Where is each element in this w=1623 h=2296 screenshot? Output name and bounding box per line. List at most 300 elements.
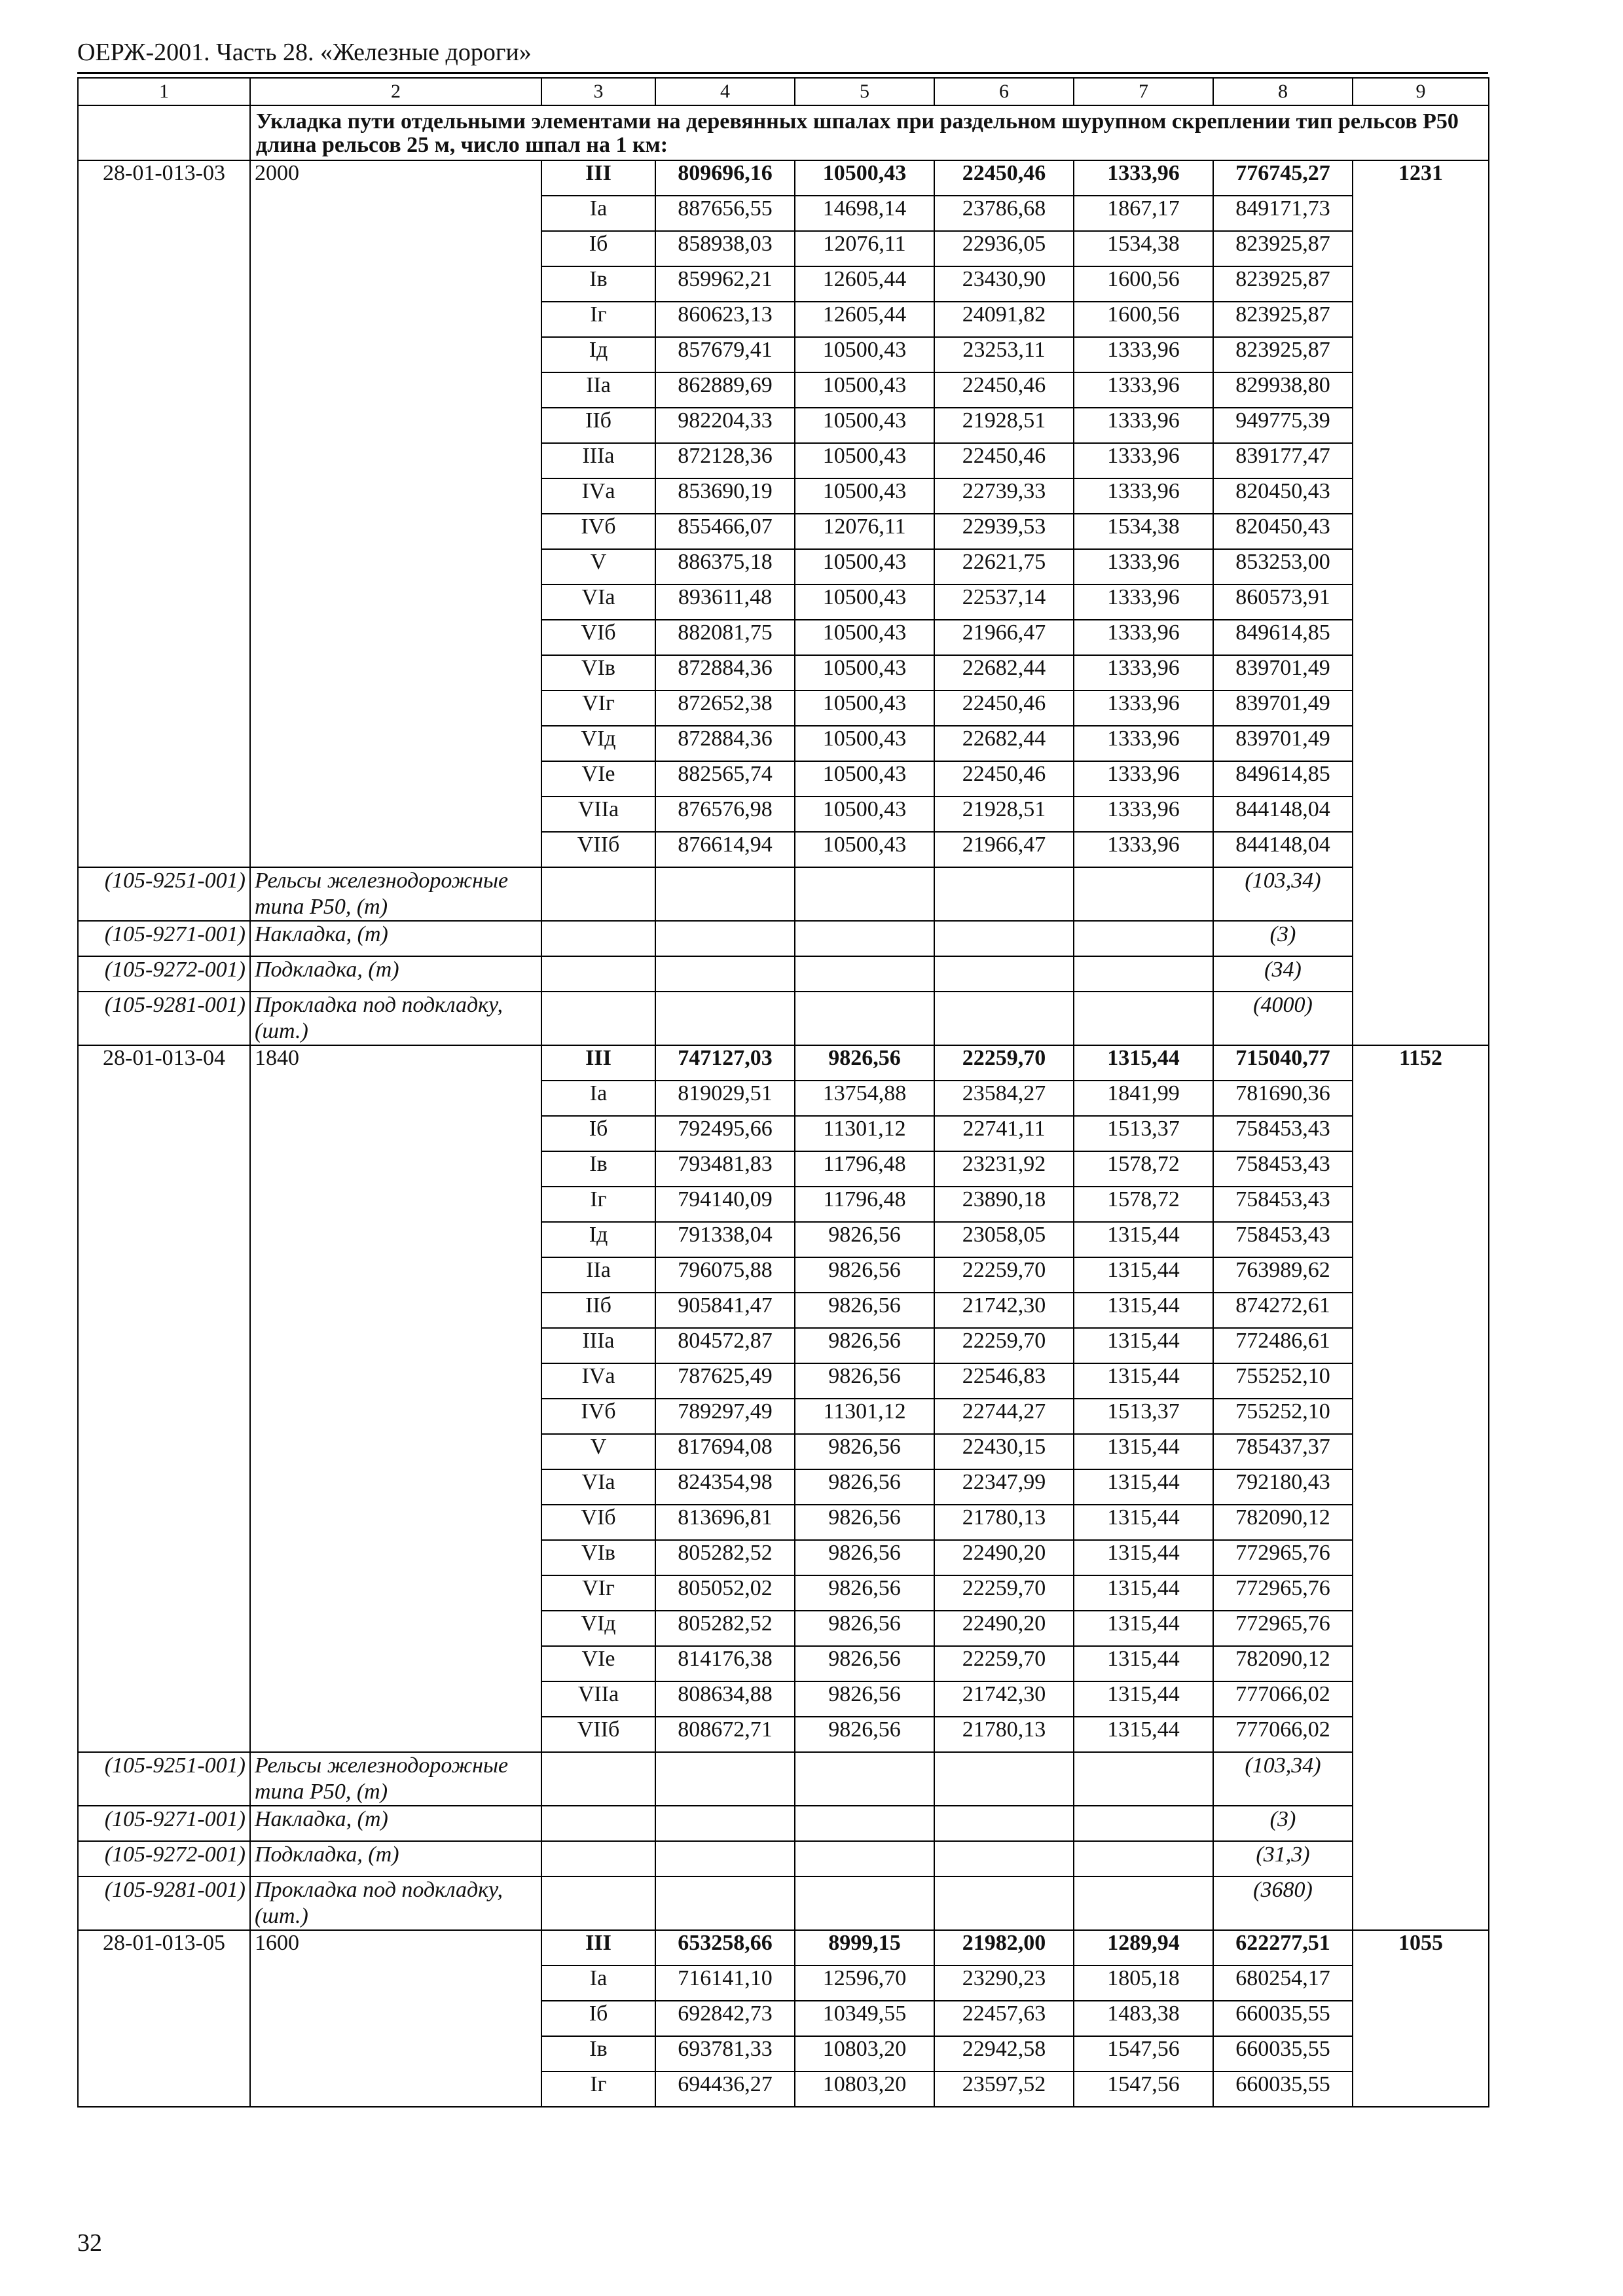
value-cell: 23597,52 xyxy=(934,2072,1074,2107)
value-cell: 715040,77 xyxy=(1213,1045,1353,1081)
value-cell: 872884,36 xyxy=(655,655,795,691)
column-number: 5 xyxy=(795,78,934,105)
value-cell: 1315,44 xyxy=(1074,1257,1213,1293)
value-cell: 859962,21 xyxy=(655,266,795,302)
value-cell: 1315,44 xyxy=(1074,1575,1213,1611)
value-cell: 1333,96 xyxy=(1074,620,1213,655)
value-cell: 23430,90 xyxy=(934,266,1074,302)
empty-cell xyxy=(1074,1806,1213,1841)
material-row xyxy=(78,1752,1489,1806)
column-number: 4 xyxy=(655,78,795,105)
value-cell: 777066,02 xyxy=(1213,1681,1353,1717)
value-cell: 22682,44 xyxy=(934,726,1074,761)
value-cell: 1315,44 xyxy=(1074,1646,1213,1681)
rate-code: 28-01-013-03 xyxy=(78,160,250,867)
material-code: (105-9281-001) xyxy=(78,992,250,1045)
material-name: Рельсы железнодорожные типа Р50, (т) xyxy=(250,867,541,921)
value-cell: 876576,98 xyxy=(655,797,795,832)
value-cell: 22621,75 xyxy=(934,549,1074,584)
value-cell: 1315,44 xyxy=(1074,1505,1213,1540)
title-empty-cell xyxy=(78,105,250,160)
value-cell: 823925,87 xyxy=(1213,266,1353,302)
value-cell: 22457,63 xyxy=(934,2001,1074,2036)
value-cell: 716141,10 xyxy=(655,1965,795,2001)
empty-cell xyxy=(934,867,1074,921)
zone-cell: VIд xyxy=(541,1611,655,1646)
value-cell: 794140,09 xyxy=(655,1187,795,1222)
value-cell: 1547,56 xyxy=(1074,2036,1213,2072)
value-cell: 694436,27 xyxy=(655,2072,795,2107)
value-cell: 849171,73 xyxy=(1213,196,1353,231)
col9-value: 1231 xyxy=(1353,160,1489,1045)
value-cell: 10500,43 xyxy=(795,478,934,514)
column-number: 6 xyxy=(934,78,1074,105)
zone-cell: VIд xyxy=(541,726,655,761)
value-cell: 12596,70 xyxy=(795,1965,934,2001)
column-number: 9 xyxy=(1353,78,1489,105)
value-cell: 785437,37 xyxy=(1213,1434,1353,1469)
value-cell: 22450,46 xyxy=(934,691,1074,726)
zone-cell: VIIб xyxy=(541,832,655,867)
zone-cell: V xyxy=(541,549,655,584)
value-cell: 839701,49 xyxy=(1213,655,1353,691)
value-cell: 21780,13 xyxy=(934,1717,1074,1752)
value-cell: 809696,16 xyxy=(655,160,795,196)
value-cell: 887656,55 xyxy=(655,196,795,231)
value-cell: 693781,33 xyxy=(655,2036,795,2072)
value-cell: 839701,49 xyxy=(1213,726,1353,761)
empty-cell xyxy=(934,956,1074,992)
zone-cell: VIIб xyxy=(541,1717,655,1752)
empty-cell xyxy=(541,1806,655,1841)
material-code: (105-9281-001) xyxy=(78,1876,250,1930)
section-title-row xyxy=(78,105,1489,160)
zone-cell: IIа xyxy=(541,372,655,408)
value-cell: 1333,96 xyxy=(1074,443,1213,478)
value-cell: 1534,38 xyxy=(1074,514,1213,549)
empty-cell xyxy=(795,956,934,992)
empty-cell xyxy=(655,921,795,956)
value-cell: 791338,04 xyxy=(655,1222,795,1257)
value-cell: 22942,58 xyxy=(934,2036,1074,2072)
value-cell: 829938,80 xyxy=(1213,372,1353,408)
value-cell: 9826,56 xyxy=(795,1222,934,1257)
value-cell: 22450,46 xyxy=(934,761,1074,797)
column-number: 2 xyxy=(250,78,541,105)
empty-cell xyxy=(795,1806,934,1841)
zone-cell: VIг xyxy=(541,691,655,726)
value-cell: 14698,14 xyxy=(795,196,934,231)
rate-name: 2000 xyxy=(250,160,541,867)
zone-cell: IIб xyxy=(541,408,655,443)
value-cell: 22744,27 xyxy=(934,1399,1074,1434)
value-cell: 1315,44 xyxy=(1074,1045,1213,1081)
empty-cell xyxy=(655,1841,795,1876)
value-cell: 22347,99 xyxy=(934,1469,1074,1505)
zone-cell: Iа xyxy=(541,1081,655,1116)
empty-cell xyxy=(541,1876,655,1930)
page-header: ОЕРЖ-2001. Часть 28. «Железные дороги» xyxy=(77,39,532,66)
column-number: 1 xyxy=(78,78,250,105)
material-name: Накладка, (т) xyxy=(250,1806,541,1841)
value-cell: 9826,56 xyxy=(795,1257,934,1293)
column-number: 7 xyxy=(1074,78,1213,105)
empty-cell xyxy=(541,867,655,921)
value-cell: 23058,05 xyxy=(934,1222,1074,1257)
value-cell: 22741,11 xyxy=(934,1116,1074,1151)
value-cell: 805282,52 xyxy=(655,1540,795,1575)
value-cell: 23231,92 xyxy=(934,1151,1074,1187)
zone-cell: Iд xyxy=(541,337,655,372)
material-row xyxy=(78,1876,1489,1930)
value-cell: 755252,10 xyxy=(1213,1363,1353,1399)
value-cell: 22490,20 xyxy=(934,1540,1074,1575)
value-cell: 1315,44 xyxy=(1074,1717,1213,1752)
material-name: Прокладка под подкладку, (шт.) xyxy=(250,992,541,1045)
material-code: (105-9251-001) xyxy=(78,867,250,921)
value-cell: 763989,62 xyxy=(1213,1257,1353,1293)
value-cell: 1315,44 xyxy=(1074,1328,1213,1363)
value-cell: 781690,36 xyxy=(1213,1081,1353,1116)
value-cell: 692842,73 xyxy=(655,2001,795,2036)
value-cell: 23890,18 xyxy=(934,1187,1074,1222)
material-value: (3680) xyxy=(1213,1876,1353,1930)
material-code: (105-9251-001) xyxy=(78,1752,250,1806)
empty-cell xyxy=(795,867,934,921)
empty-cell xyxy=(934,1752,1074,1806)
value-cell: 9826,56 xyxy=(795,1540,934,1575)
value-cell: 819029,51 xyxy=(655,1081,795,1116)
value-cell: 8999,15 xyxy=(795,1930,934,1965)
value-cell: 1333,96 xyxy=(1074,408,1213,443)
zone-cell: VIа xyxy=(541,584,655,620)
value-cell: 10500,43 xyxy=(795,620,934,655)
value-cell: 1841,99 xyxy=(1074,1081,1213,1116)
value-cell: 886375,18 xyxy=(655,549,795,584)
value-cell: 10500,43 xyxy=(795,797,934,832)
empty-cell xyxy=(541,992,655,1045)
zone-cell: IIIа xyxy=(541,443,655,478)
value-cell: 660035,55 xyxy=(1213,2072,1353,2107)
value-cell: 1333,96 xyxy=(1074,372,1213,408)
value-cell: 21742,30 xyxy=(934,1681,1074,1717)
empty-cell xyxy=(934,1876,1074,1930)
value-cell: 10349,55 xyxy=(795,2001,934,2036)
empty-cell xyxy=(655,1752,795,1806)
value-cell: 789297,49 xyxy=(655,1399,795,1434)
value-cell: 792495,66 xyxy=(655,1116,795,1151)
empty-cell xyxy=(795,921,934,956)
zone-cell: Iв xyxy=(541,2036,655,2072)
value-cell: 844148,04 xyxy=(1213,797,1353,832)
value-cell: 776745,27 xyxy=(1213,160,1353,196)
value-cell: 22537,14 xyxy=(934,584,1074,620)
empty-cell xyxy=(795,1841,934,1876)
value-cell: 10500,43 xyxy=(795,337,934,372)
empty-cell xyxy=(541,956,655,992)
value-cell: 1333,96 xyxy=(1074,797,1213,832)
value-cell: 872128,36 xyxy=(655,443,795,478)
zone-cell: Iд xyxy=(541,1222,655,1257)
zone-cell: VIб xyxy=(541,1505,655,1540)
empty-cell xyxy=(934,1806,1074,1841)
empty-cell xyxy=(1074,1752,1213,1806)
value-cell: 22259,70 xyxy=(934,1045,1074,1081)
zone-cell: III xyxy=(541,160,655,196)
value-cell: 1315,44 xyxy=(1074,1540,1213,1575)
empty-cell xyxy=(934,1841,1074,1876)
value-cell: 1513,37 xyxy=(1074,1116,1213,1151)
value-cell: 10500,43 xyxy=(795,655,934,691)
value-cell: 787625,49 xyxy=(655,1363,795,1399)
rate-code: 28-01-013-05 xyxy=(78,1930,250,2107)
value-cell: 772965,76 xyxy=(1213,1575,1353,1611)
value-cell: 782090,12 xyxy=(1213,1646,1353,1681)
empty-cell xyxy=(795,992,934,1045)
value-cell: 9826,56 xyxy=(795,1611,934,1646)
value-cell: 860573,91 xyxy=(1213,584,1353,620)
value-cell: 22450,46 xyxy=(934,372,1074,408)
zone-cell: VIб xyxy=(541,620,655,655)
value-cell: 10803,20 xyxy=(795,2072,934,2107)
value-cell: 9826,56 xyxy=(795,1328,934,1363)
value-cell: 853690,19 xyxy=(655,478,795,514)
zone-cell: IIIа xyxy=(541,1328,655,1363)
value-cell: 11301,12 xyxy=(795,1399,934,1434)
value-cell: 22259,70 xyxy=(934,1575,1074,1611)
value-cell: 22259,70 xyxy=(934,1257,1074,1293)
value-cell: 858938,03 xyxy=(655,231,795,266)
value-cell: 808634,88 xyxy=(655,1681,795,1717)
header-rule xyxy=(77,72,1488,74)
value-cell: 10500,43 xyxy=(795,832,934,867)
value-cell: 1315,44 xyxy=(1074,1363,1213,1399)
page-number: 32 xyxy=(77,2229,102,2257)
value-cell: 11301,12 xyxy=(795,1116,934,1151)
zone-cell: Iб xyxy=(541,2001,655,2036)
value-cell: 1333,96 xyxy=(1074,160,1213,196)
value-cell: 22939,53 xyxy=(934,514,1074,549)
value-cell: 793481,83 xyxy=(655,1151,795,1187)
value-cell: 22259,70 xyxy=(934,1328,1074,1363)
material-value: (31,3) xyxy=(1213,1841,1353,1876)
value-cell: 820450,43 xyxy=(1213,514,1353,549)
material-value: (3) xyxy=(1213,1806,1353,1841)
value-cell: 22490,20 xyxy=(934,1611,1074,1646)
value-cell: 758453,43 xyxy=(1213,1222,1353,1257)
value-cell: 9826,56 xyxy=(795,1505,934,1540)
zone-cell: Iг xyxy=(541,302,655,337)
col9-value: 1055 xyxy=(1353,1930,1489,2107)
zone-cell: IVа xyxy=(541,1363,655,1399)
material-name: Подкладка, (т) xyxy=(250,956,541,992)
value-cell: 796075,88 xyxy=(655,1257,795,1293)
material-row xyxy=(78,956,1489,992)
value-cell: 782090,12 xyxy=(1213,1505,1353,1540)
value-cell: 23786,68 xyxy=(934,196,1074,231)
value-cell: 758453,43 xyxy=(1213,1116,1353,1151)
value-cell: 11796,48 xyxy=(795,1151,934,1187)
zone-cell: III xyxy=(541,1045,655,1081)
table-row xyxy=(78,1930,1489,1965)
value-cell: 13754,88 xyxy=(795,1081,934,1116)
value-cell: 1483,38 xyxy=(1074,2001,1213,2036)
empty-cell xyxy=(655,867,795,921)
material-row xyxy=(78,992,1489,1045)
value-cell: 9826,56 xyxy=(795,1293,934,1328)
value-cell: 23584,27 xyxy=(934,1081,1074,1116)
value-cell: 747127,03 xyxy=(655,1045,795,1081)
table-row xyxy=(78,1045,1489,1081)
value-cell: 839177,47 xyxy=(1213,443,1353,478)
value-cell: 1333,96 xyxy=(1074,478,1213,514)
rate-name: 1840 xyxy=(250,1045,541,1752)
value-cell: 660035,55 xyxy=(1213,2001,1353,2036)
value-cell: 23290,23 xyxy=(934,1965,1074,2001)
value-cell: 10500,43 xyxy=(795,761,934,797)
value-cell: 680254,17 xyxy=(1213,1965,1353,2001)
zone-cell: IIа xyxy=(541,1257,655,1293)
value-cell: 805282,52 xyxy=(655,1611,795,1646)
value-cell: 758453,43 xyxy=(1213,1187,1353,1222)
value-cell: 1333,96 xyxy=(1074,549,1213,584)
material-value: (34) xyxy=(1213,956,1353,992)
value-cell: 22450,46 xyxy=(934,160,1074,196)
value-cell: 12605,44 xyxy=(795,302,934,337)
value-cell: 10500,43 xyxy=(795,726,934,761)
value-cell: 10500,43 xyxy=(795,691,934,726)
col9-value: 1152 xyxy=(1353,1045,1489,1930)
empty-cell xyxy=(1074,1841,1213,1876)
value-cell: 22682,44 xyxy=(934,655,1074,691)
empty-cell xyxy=(655,1876,795,1930)
value-cell: 1805,18 xyxy=(1074,1965,1213,2001)
value-cell: 839701,49 xyxy=(1213,691,1353,726)
zone-cell: VIв xyxy=(541,655,655,691)
material-row xyxy=(78,921,1489,956)
value-cell: 820450,43 xyxy=(1213,478,1353,514)
value-cell: 982204,33 xyxy=(655,408,795,443)
value-cell: 777066,02 xyxy=(1213,1717,1353,1752)
value-cell: 10500,43 xyxy=(795,443,934,478)
zone-cell: Iг xyxy=(541,2072,655,2107)
value-cell: 772486,61 xyxy=(1213,1328,1353,1363)
value-cell: 21928,51 xyxy=(934,408,1074,443)
zone-cell: VIг xyxy=(541,1575,655,1611)
value-cell: 855466,07 xyxy=(655,514,795,549)
empty-cell xyxy=(1074,956,1213,992)
material-value: (103,34) xyxy=(1213,1752,1353,1806)
value-cell: 9826,56 xyxy=(795,1681,934,1717)
value-cell: 9826,56 xyxy=(795,1363,934,1399)
zone-cell: Iв xyxy=(541,1151,655,1187)
value-cell: 21982,00 xyxy=(934,1930,1074,1965)
empty-cell xyxy=(655,992,795,1045)
value-cell: 857679,41 xyxy=(655,337,795,372)
value-cell: 9826,56 xyxy=(795,1717,934,1752)
value-cell: 804572,87 xyxy=(655,1328,795,1363)
price-table xyxy=(77,77,1489,2108)
value-cell: 808672,71 xyxy=(655,1717,795,1752)
zone-cell: Iб xyxy=(541,1116,655,1151)
zone-cell: VIIа xyxy=(541,1681,655,1717)
rate-code: 28-01-013-04 xyxy=(78,1045,250,1752)
material-name: Прокладка под подкладку, (шт.) xyxy=(250,1876,541,1930)
table-body xyxy=(78,78,1489,2107)
value-cell: 22259,70 xyxy=(934,1646,1074,1681)
value-cell: 823925,87 xyxy=(1213,302,1353,337)
table-row xyxy=(78,160,1489,196)
value-cell: 862889,69 xyxy=(655,372,795,408)
value-cell: 11796,48 xyxy=(795,1187,934,1222)
value-cell: 824354,98 xyxy=(655,1469,795,1505)
value-cell: 622277,51 xyxy=(1213,1930,1353,1965)
value-cell: 755252,10 xyxy=(1213,1399,1353,1434)
value-cell: 10500,43 xyxy=(795,408,934,443)
value-cell: 12605,44 xyxy=(795,266,934,302)
value-cell: 876614,94 xyxy=(655,832,795,867)
value-cell: 21742,30 xyxy=(934,1293,1074,1328)
value-cell: 853253,00 xyxy=(1213,549,1353,584)
value-cell: 1315,44 xyxy=(1074,1469,1213,1505)
empty-cell xyxy=(541,1841,655,1876)
value-cell: 1315,44 xyxy=(1074,1611,1213,1646)
value-cell: 9826,56 xyxy=(795,1045,934,1081)
value-cell: 22546,83 xyxy=(934,1363,1074,1399)
value-cell: 10500,43 xyxy=(795,160,934,196)
value-cell: 10500,43 xyxy=(795,372,934,408)
column-number: 3 xyxy=(541,78,655,105)
value-cell: 660035,55 xyxy=(1213,2036,1353,2072)
value-cell: 860623,13 xyxy=(655,302,795,337)
value-cell: 758453,43 xyxy=(1213,1151,1353,1187)
material-value: (103,34) xyxy=(1213,867,1353,921)
empty-cell xyxy=(541,921,655,956)
value-cell: 1333,96 xyxy=(1074,761,1213,797)
value-cell: 1333,96 xyxy=(1074,337,1213,372)
value-cell: 1333,96 xyxy=(1074,832,1213,867)
value-cell: 653258,66 xyxy=(655,1930,795,1965)
value-cell: 844148,04 xyxy=(1213,832,1353,867)
column-number-row xyxy=(78,78,1489,105)
section-title: Укладка пути отдельными элементами на деревянных шпалах при раздельном шурупном скреплении тип рельсов Р50 длина рельсов 25 м, число шпал на 1 км: xyxy=(250,105,1489,160)
value-cell: 823925,87 xyxy=(1213,231,1353,266)
rate-name: 1600 xyxy=(250,1930,541,2107)
empty-cell xyxy=(655,956,795,992)
value-cell: 10500,43 xyxy=(795,584,934,620)
value-cell: 9826,56 xyxy=(795,1469,934,1505)
value-cell: 772965,76 xyxy=(1213,1611,1353,1646)
value-cell: 22936,05 xyxy=(934,231,1074,266)
value-cell: 1547,56 xyxy=(1074,2072,1213,2107)
zone-cell: Iа xyxy=(541,196,655,231)
material-row xyxy=(78,1841,1489,1876)
value-cell: 949775,39 xyxy=(1213,408,1353,443)
value-cell: 823925,87 xyxy=(1213,337,1353,372)
value-cell: 12076,11 xyxy=(795,231,934,266)
value-cell: 1315,44 xyxy=(1074,1681,1213,1717)
value-cell: 24091,82 xyxy=(934,302,1074,337)
value-cell: 1578,72 xyxy=(1074,1151,1213,1187)
empty-cell xyxy=(541,1752,655,1806)
zone-cell: VIIа xyxy=(541,797,655,832)
material-code: (105-9272-001) xyxy=(78,956,250,992)
zone-cell: IIб xyxy=(541,1293,655,1328)
empty-cell xyxy=(795,1752,934,1806)
value-cell: 874272,61 xyxy=(1213,1293,1353,1328)
value-cell: 872884,36 xyxy=(655,726,795,761)
value-cell: 10500,43 xyxy=(795,549,934,584)
